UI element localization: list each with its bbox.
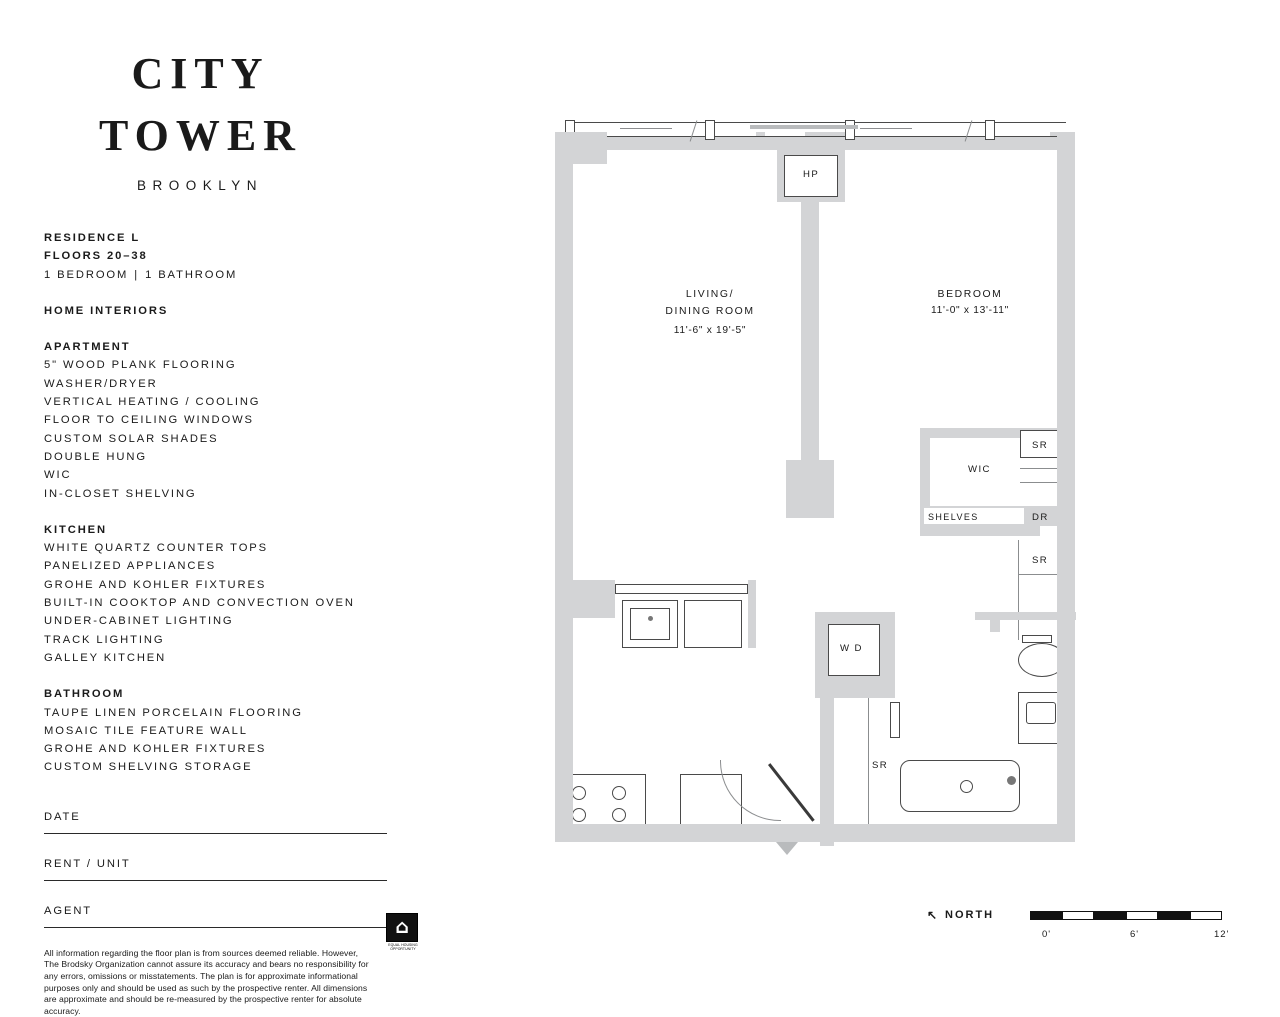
info-panel xyxy=(44,40,394,1017)
field-agent[interactable] xyxy=(44,901,387,928)
feature-item: IN-CLOSET SHELVING xyxy=(44,487,197,500)
residence-baths: 1 BATHROOM xyxy=(145,268,238,281)
field-date[interactable] xyxy=(44,807,387,834)
kitchen-sink-faucet-icon xyxy=(648,616,653,621)
entry-arrow-icon xyxy=(776,842,798,855)
window-mullion-mid-2 xyxy=(845,120,855,140)
dr-label: DR xyxy=(1032,512,1049,523)
feature-item: VERTICAL HEATING / COOLING xyxy=(44,396,261,409)
bath-nub-wall xyxy=(975,612,999,620)
feature-item: PANELIZED APPLIANCES xyxy=(44,560,217,573)
section-heading: BATHROOM xyxy=(44,688,125,701)
feature-item: BUILT-IN COOKTOP AND CONVECTION OVEN xyxy=(44,597,355,610)
section-kitchen xyxy=(44,521,394,667)
brand-subtitle: BROOKLYN xyxy=(136,178,264,193)
feature-item: WHITE QUARTZ COUNTER TOPS xyxy=(44,542,269,555)
feature-item: GALLEY KITCHEN xyxy=(44,651,167,664)
field-label: DATE xyxy=(44,810,81,823)
scale-tick: 0' xyxy=(1042,929,1052,940)
room-dim-bedroom: 11'-0" x 13'-11" xyxy=(930,305,1009,316)
kitchen-upper-right-wall xyxy=(748,580,756,648)
burner-4 xyxy=(612,808,626,822)
feature-item: CUSTOM SOLAR SHADES xyxy=(44,432,219,445)
residence-name: RESIDENCE L xyxy=(44,232,141,244)
feature-item: TRACK LIGHTING xyxy=(44,633,165,646)
feature-item: WASHER/DRYER xyxy=(44,377,158,390)
scale-segment xyxy=(1094,911,1126,920)
residence-beds: 1 BEDROOM xyxy=(44,268,129,281)
feature-item: FLOOR TO CEILING WINDOWS xyxy=(44,414,254,427)
field-label: RENT / UNIT xyxy=(44,857,131,870)
eho-glyph: ⌂ xyxy=(386,913,418,942)
sr-label-3: SR xyxy=(872,760,889,771)
scale-segment xyxy=(1158,911,1190,920)
window-sash-1 xyxy=(620,128,672,129)
burner-1 xyxy=(572,786,586,800)
shelves-label: SHELVES xyxy=(928,512,979,522)
feature-item: TAUPE LINEN PORCELAIN FLOORING xyxy=(44,706,303,719)
wic-bottom-wall xyxy=(920,526,1040,536)
feature-item: GROHE AND KOHLER FIXTURES xyxy=(44,743,267,756)
left-wall xyxy=(555,132,573,842)
room-name-bedroom: BEDROOM xyxy=(937,289,1003,300)
feature-item: GROHE AND KOHLER FIXTURES xyxy=(44,578,267,591)
residence-bed-bath xyxy=(44,266,394,284)
scale-tick: 12' xyxy=(1214,929,1230,940)
section-bathroom xyxy=(44,685,394,776)
chase-block xyxy=(786,460,834,518)
feature-item: 5" WOOD PLANK FLOORING xyxy=(44,359,237,372)
closet-line-3 xyxy=(1018,540,1019,640)
floor-plan xyxy=(520,100,1100,870)
form-fields xyxy=(44,807,387,928)
room-dim-living: 11'-6" x 19'-5" xyxy=(673,325,747,336)
brand-line-1: CITY xyxy=(131,49,270,98)
field-rent-unit[interactable] xyxy=(44,854,387,881)
closet-line-1 xyxy=(1020,468,1060,469)
sr-label-1: SR xyxy=(1032,440,1049,451)
field-label: AGENT xyxy=(44,904,93,917)
window-sash-2 xyxy=(860,128,912,129)
room-name-dining: DINING ROOM xyxy=(665,306,755,317)
window-header-band xyxy=(750,125,858,129)
room-name-living: LIVING/ xyxy=(685,289,735,300)
sink-basin xyxy=(1026,702,1056,724)
north-arrow-icon: ↖ xyxy=(927,908,938,922)
eho-caption: EQUAL HOUSING OPPORTUNITY xyxy=(388,943,418,952)
disclaimer-text: All information regarding the floor plan is from sources deemed reliable. However, The Brodsky Organization cannot assure its accuracy and bears no responsibility for any errors, omissions or misstatements. The plan is for approximate informational purposes only and should be used as such by the prospective renter. All dimensions are approximate and should be re-measured by the prospective renter for absolute accuracy. xyxy=(44,947,369,1016)
feature-item: WIC xyxy=(44,469,72,482)
brand-line-2: TOWER xyxy=(99,111,302,160)
burner-3 xyxy=(572,808,586,822)
bottom-wall xyxy=(555,824,1075,842)
kitchen-sink-basin xyxy=(630,608,670,640)
dishwasher xyxy=(684,600,742,648)
closet-line-2 xyxy=(1020,482,1060,483)
window-mullion-right xyxy=(985,120,995,140)
feature-item: DOUBLE HUNG xyxy=(44,450,147,463)
kitchen-upper-cabinet-run xyxy=(615,584,748,594)
equal-housing-opportunity-icon xyxy=(386,913,420,952)
window-glass-3 xyxy=(850,123,1050,136)
right-wall xyxy=(1057,132,1075,842)
panel-box xyxy=(890,702,900,738)
tub-drain-icon xyxy=(960,780,973,793)
sr-label-2: SR xyxy=(1032,555,1049,566)
wic-label: WIC xyxy=(968,464,991,475)
section-heading: APARTMENT xyxy=(44,341,131,354)
feature-item: MOSAIC TILE FEATURE WALL xyxy=(44,724,248,737)
scale-segment xyxy=(1062,911,1094,920)
home-interiors-heading: HOME INTERIORS xyxy=(44,304,169,317)
residence-summary xyxy=(44,229,394,320)
feature-item: UNDER-CABINET LIGHTING xyxy=(44,615,234,628)
feature-item: CUSTOM SHELVING STORAGE xyxy=(44,761,253,774)
wd-label: W D xyxy=(840,643,863,654)
hall-line xyxy=(868,698,869,838)
scale-tick: 6' xyxy=(1130,929,1140,940)
north-label: NORTH xyxy=(945,909,995,921)
window-mullion-mid-1 xyxy=(705,120,715,140)
bed-bath-divider: | xyxy=(134,268,140,281)
chase-column xyxy=(801,202,819,460)
scale-segment xyxy=(1030,911,1062,920)
burner-2 xyxy=(612,786,626,800)
brand-logo xyxy=(44,49,350,193)
residence-floors: FLOORS 20–38 xyxy=(44,250,148,263)
hp-label: HP xyxy=(803,169,820,180)
scale-segment xyxy=(1126,911,1158,920)
section-heading: KITCHEN xyxy=(44,523,108,536)
tub-faucet-icon xyxy=(1007,776,1016,785)
section-apartment xyxy=(44,338,394,503)
scale-segment xyxy=(1190,911,1222,920)
